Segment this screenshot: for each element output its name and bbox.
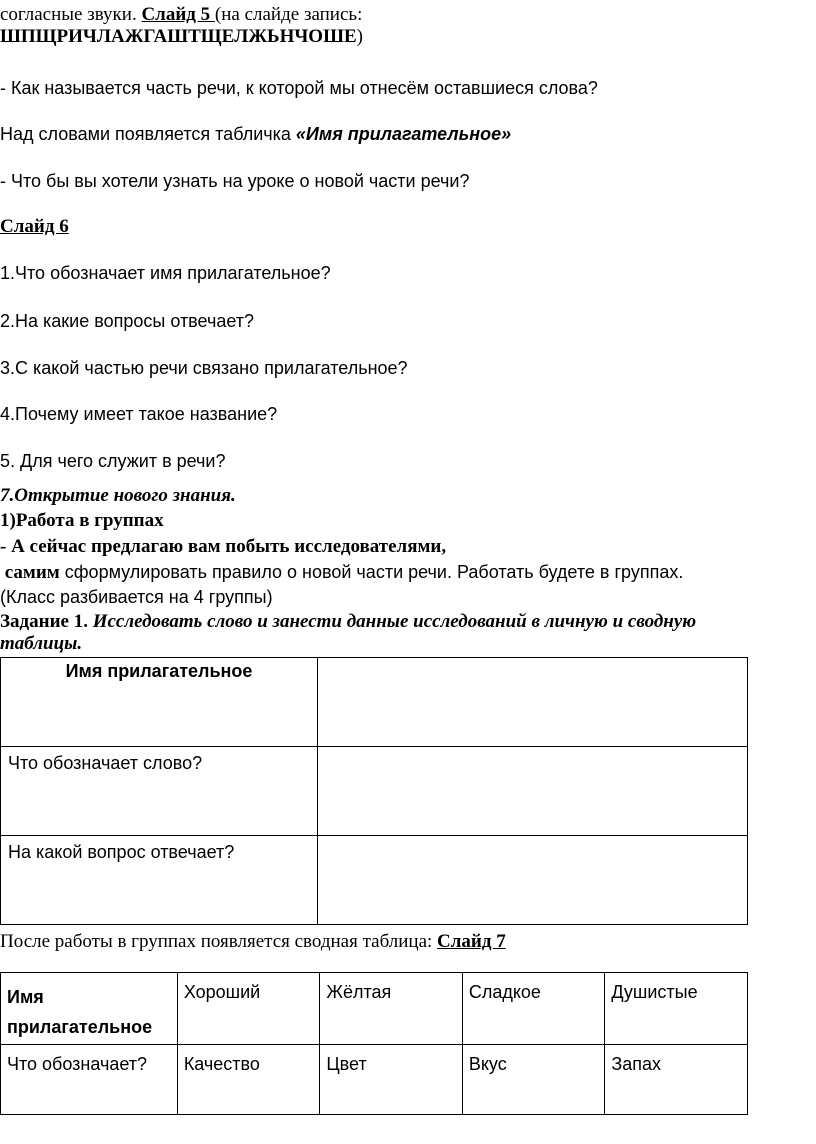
row-label: Что обозначает?: [7, 1054, 148, 1074]
question-5: 5. Для чего служит в речи?: [0, 451, 226, 471]
task1-text: Исследовать слово и занести данные исследований в личную и сводную: [92, 611, 697, 632]
self-line: [0, 561, 683, 584]
after-groups-line: [0, 931, 506, 953]
table-row: [1, 747, 748, 836]
table-row: [1, 1045, 748, 1115]
question-3: 3.С какой частью речи связано прилагательное?: [0, 358, 408, 378]
table-cell: [177, 1045, 320, 1115]
slide6-label: Слайд 6: [0, 216, 69, 237]
question-part-of-speech: - Как называется часть речи, к которой мы отнесём оставшиеся слова?: [0, 78, 598, 98]
task1-line2: [0, 633, 82, 655]
summary-table: [0, 972, 748, 1115]
word-cell: Хороший: [183, 982, 261, 1002]
question-4: 4.Почему имеет такое название?: [0, 404, 278, 424]
meaning-cell: Вкус: [468, 1054, 507, 1074]
table-cell: [1, 836, 318, 925]
table-cell-empty[interactable]: [318, 658, 748, 747]
cell-label: Имя прилагательное: [65, 661, 253, 681]
table-row: [1, 973, 748, 1045]
word-cell: Жёлтая: [326, 982, 392, 1002]
researchers-text: - А сейчас предлагаю вам побыть исследователями,: [0, 536, 447, 557]
sign-prefix: Над словами появляется табличка: [0, 124, 296, 144]
word-cell: Сладкое: [468, 982, 541, 1002]
group-work-heading: [0, 510, 164, 532]
table-row: [1, 836, 748, 925]
question-1: 1.Что обозначает имя прилагательное?: [0, 263, 331, 283]
table-cell: [1, 973, 178, 1045]
meaning-cell: Качество: [183, 1054, 260, 1074]
sign-name: «Имя прилагательное»: [295, 124, 512, 144]
table-cell: [177, 973, 320, 1045]
table-cell: [1, 658, 318, 747]
table-cell-empty[interactable]: [318, 836, 748, 925]
cell-label: На какой вопрос отвечает?: [8, 842, 235, 862]
intro-note: (на слайде запись:: [214, 4, 363, 25]
meaning-cell: Цвет: [326, 1054, 367, 1074]
researchers-line: [0, 536, 446, 558]
table-cell: [462, 973, 605, 1045]
question-2: 2.На какие вопросы отвечает?: [0, 311, 255, 331]
task1-line: [0, 611, 696, 633]
intro-line: [0, 4, 362, 26]
table-cell-empty[interactable]: [318, 747, 748, 836]
section-7-title: 7.Открытие нового знания.: [0, 485, 236, 506]
after-groups-prefix: После работы в группах появляется сводная таблица:: [0, 931, 438, 952]
word-cell: Душистые: [611, 982, 698, 1002]
header-label: Имя прилагательное: [7, 987, 153, 1037]
intro-prefix: согласные звуки.: [0, 4, 142, 25]
slide6-heading: [0, 216, 69, 238]
table-cell: [462, 1045, 605, 1115]
research-table: [0, 657, 748, 925]
table-cell: [1, 747, 318, 836]
section-7-heading: [0, 485, 236, 507]
meaning-cell: Запах: [611, 1054, 661, 1074]
slide7-label: Слайд 7: [437, 931, 506, 952]
table-cell: [320, 1045, 462, 1115]
slide5-label: Слайд 5: [141, 4, 215, 25]
table-row: [1, 658, 748, 747]
table-cell: [605, 973, 748, 1045]
task1-label: Задание 1.: [0, 611, 93, 632]
class-split-line: (Класс разбивается на 4 группы): [0, 587, 273, 607]
slide-letters: ШПЩРИЧЛАЖГАШТЩЕЛЖЬНЧОШЕ: [0, 26, 357, 47]
table-cell: [605, 1045, 748, 1115]
self-rest: сформулировать правило о новой части речи. Работать будете в группах.: [59, 562, 684, 582]
table-cell: [1, 1045, 178, 1115]
task1-text-cont: таблицы.: [0, 633, 83, 654]
table-cell: [320, 973, 462, 1045]
question-want-to-know: - Что бы вы хотели узнать на уроке о новой части речи?: [0, 171, 470, 191]
self-bold: самим: [4, 562, 60, 583]
cell-label: Что обозначает слово?: [8, 753, 203, 773]
close-paren: ): [356, 26, 363, 47]
sign-line: [0, 123, 511, 145]
letters-line: [0, 26, 363, 48]
group-work-title: 1)Работа в группах: [0, 510, 164, 531]
